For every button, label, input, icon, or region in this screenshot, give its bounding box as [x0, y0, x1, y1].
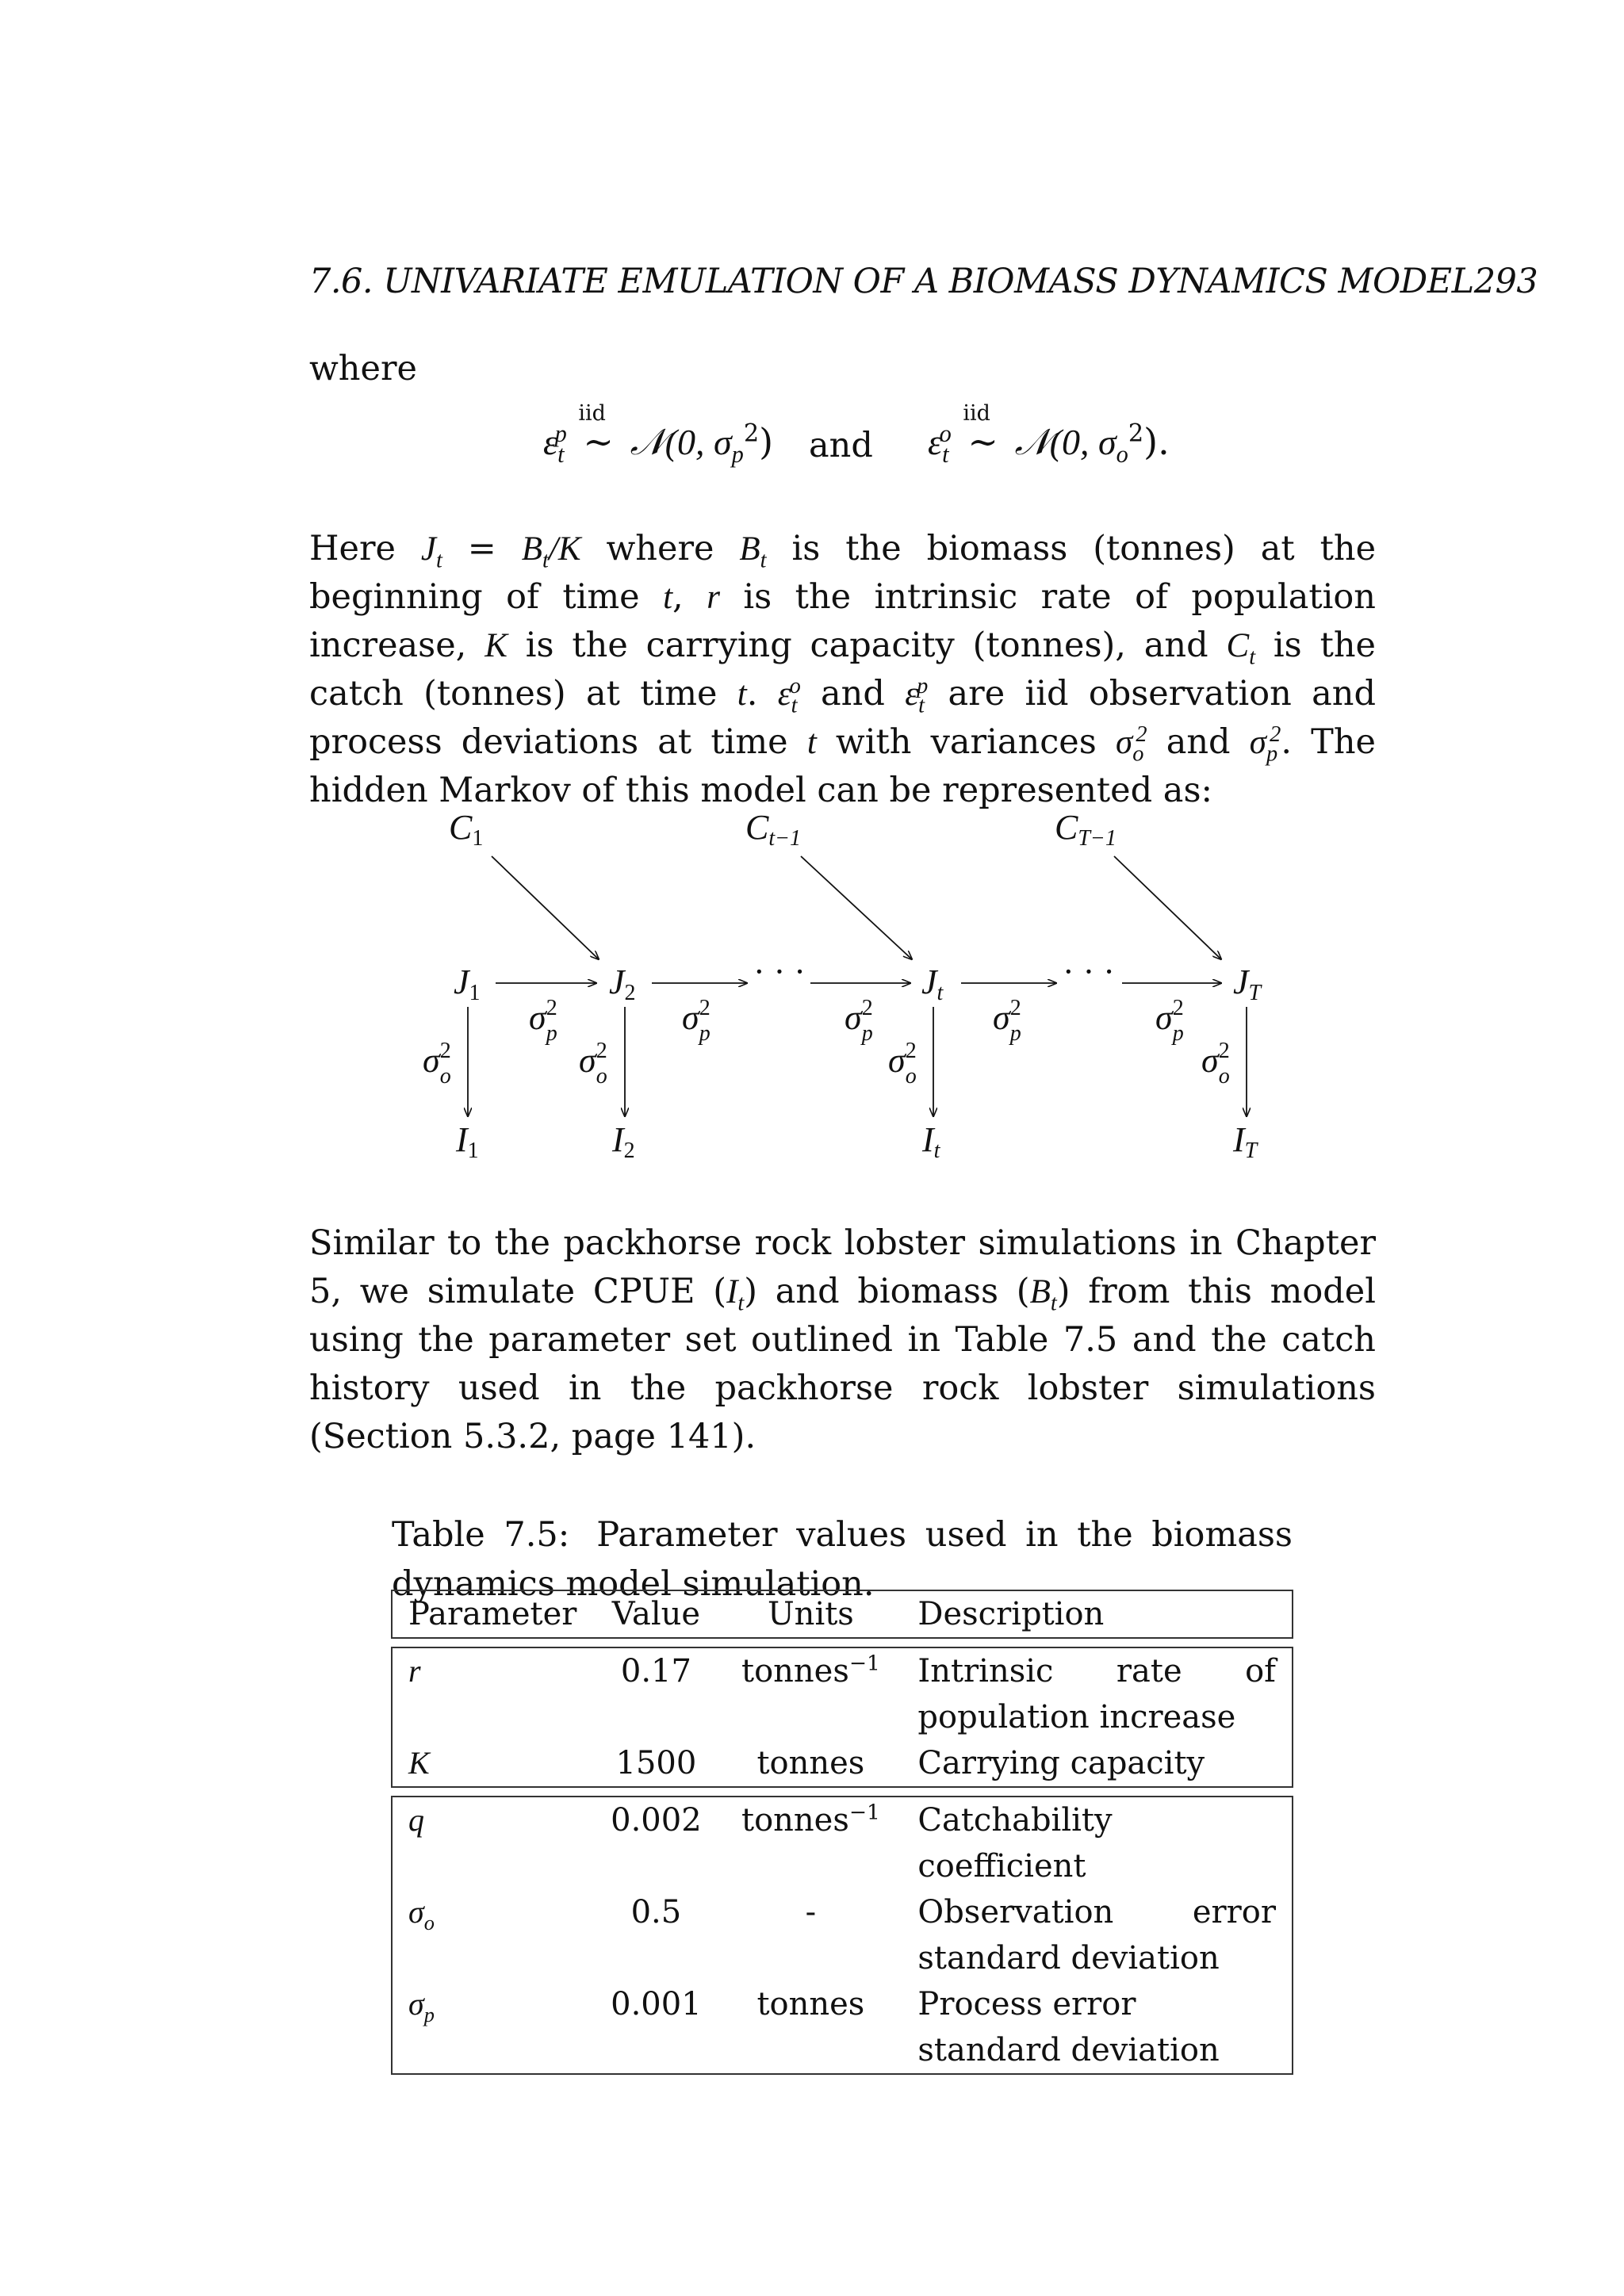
model-description-paragraph: Here $J_t = B_t/K$ where $B_t$ is the biomass (tonnes) at the beginning of time t, r is the intrinsic rate of population increase, K is the carrying capacity (tonnes), and $C_t$ is the catch (tonnes) at time t. $\varepsilon_t^o$ and $\varepsilon_t^p$ are iid observation and process deviations at time t with variances $\sigma_o^2$ and $\sigma_p^2$. The hidden Markov of this model can be represented as:	[309, 529, 1377, 810]
process-var-5: $\sigma^2$ p	[1155, 996, 1184, 1046]
running-header: 7.6. UNIVARIATE EMULATION OF A BIOMASS DYNAMICS MODEL293	[309, 262, 1538, 301]
index-node-2: I2	[612, 1120, 635, 1163]
process-var-3: $\sigma^2$ p	[845, 996, 873, 1046]
catch-arrow-T	[1114, 856, 1221, 959]
state-node-1: J1	[454, 962, 481, 1005]
process-var-1: $\sigma^2$ p	[529, 996, 557, 1046]
table-caption-label: Table 7.5:	[392, 1515, 570, 1555]
obs-var-2: $\sigma^2$ o	[579, 1039, 607, 1089]
table-row: $\sigma_o$ 0.5 - Observation error standard deviation	[392, 1889, 1293, 1981]
state-node-T: JT	[1233, 962, 1262, 1005]
state-node-t: Jt	[921, 962, 944, 1005]
ellipsis-dots-1: · · ·	[753, 952, 806, 991]
obs-var-T: $\sigma^2$ o	[1201, 1039, 1230, 1089]
index-node-1: I1	[456, 1120, 479, 1163]
table-row: K 1500 tonnes Carrying capacity	[392, 1740, 1293, 1787]
index-node-t: It	[922, 1120, 940, 1163]
table-row: q 0.002 tonnes$^{-1}$ Catchability coefficient	[392, 1797, 1293, 1889]
table-caption-text: Parameter values used in the biomass dynamics model simulation.	[392, 1515, 1293, 1604]
table-row: r 0.17 tonnes$^{-1}$ Intrinsic rate of population increase	[392, 1647, 1293, 1740]
observation-noise-equation: $\varepsilon_t^o$ iid ∼ 𝒩(0, $\sigma_o^2$).	[928, 401, 1170, 469]
catch-node-1: C1	[449, 808, 484, 851]
col-header-value: Value	[611, 1596, 701, 1632]
catch-node-t-1: Ct−1	[745, 808, 802, 851]
catch-arrow-1	[492, 856, 599, 959]
simulation-paragraph: Similar to the packhorse rock lobster simulations in Chapter 5, we simulate CPUE $(I_t)$ and biomass $(B_t)$ from this model using the parameter set outlined in Table 7.5 and the catch history used in the packhorse rock lobster simulations (Section 5.3.2, page 141).	[309, 1223, 1377, 1456]
col-header-units: Units	[767, 1596, 854, 1632]
catch-arrow-t	[801, 856, 912, 959]
observation-variance-labels	[423, 1039, 1230, 1089]
equation-and: and	[809, 426, 873, 465]
ellipsis-dots-2: · · ·	[1063, 952, 1115, 991]
obs-var-1: $\sigma^2$ o	[423, 1039, 451, 1089]
table-header-row	[392, 1590, 1293, 1638]
process-var-4: $\sigma^2$ p	[993, 996, 1021, 1046]
catch-node-T-1: CT−1	[1055, 808, 1116, 851]
table-row: $\sigma_p$ 0.001 tonnes Process error standard deviation	[392, 1981, 1293, 2074]
process-var-2: $\sigma^2$ p	[682, 996, 710, 1046]
process-noise-equation: $\varepsilon_t^p$ iid ∼ 𝒩(0, $\sigma_p^2$)	[543, 401, 774, 469]
where-label: where	[309, 349, 417, 388]
obs-var-t: $\sigma^2$ o	[888, 1039, 917, 1089]
index-node-T: IT	[1233, 1120, 1258, 1163]
state-node-2: J2	[609, 962, 636, 1005]
col-header-parameter: Parameter	[408, 1596, 577, 1632]
parameter-table	[391, 1590, 1293, 2075]
col-header-description: Description	[917, 1596, 1105, 1632]
